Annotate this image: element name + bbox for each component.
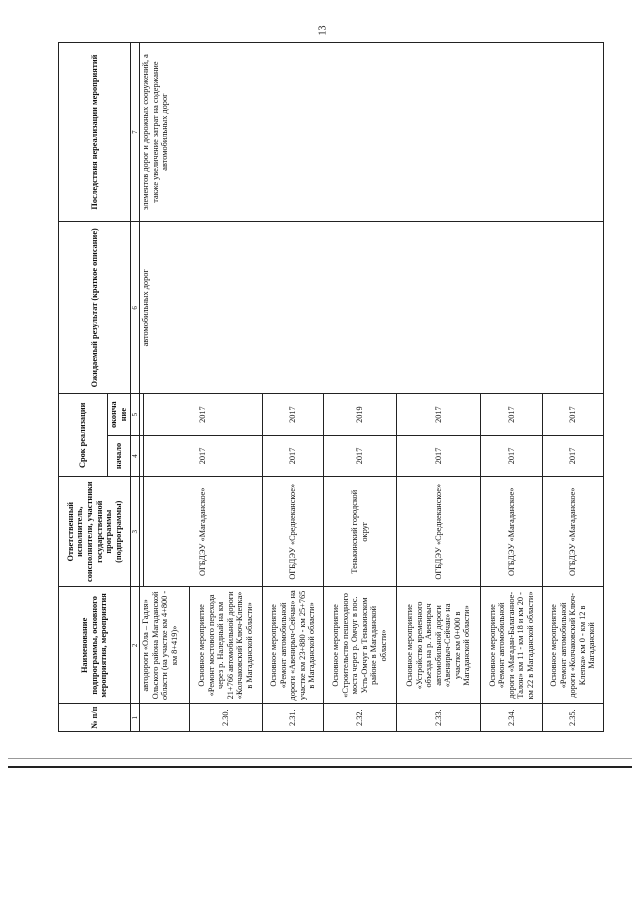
cell-num: 2.34.	[481, 704, 542, 732]
column-number: 3	[131, 477, 140, 587]
divider-line	[8, 758, 632, 759]
cell-num: 2.33.	[396, 704, 480, 732]
cell-responsible: ОГБДЭУ «Магаданское»	[542, 477, 603, 587]
cell-start: 2017	[396, 435, 480, 476]
cell-name: Основное мероприятие «Ремонт автомобильной дороги «Авенирыч-Сейчан» на участке км 23+880 - км 25+765 в Магаданской области»	[262, 587, 323, 704]
cell-responsible: ОГБДЭУ «Среднеканское»	[396, 477, 480, 587]
cell-end: 2017	[396, 394, 480, 435]
cell-start: 2017	[481, 435, 542, 476]
column-number: 2	[131, 587, 140, 704]
table-rotator	[58, 42, 604, 732]
cell-name: автодороги «Ола – Гадля» Ольского района Магаданской области (на участке км 4+800 - км 8+419)»	[140, 587, 190, 704]
cell-num: 2.30.	[189, 704, 262, 732]
cell-num: 2.32.	[323, 704, 396, 732]
cell-responsible: ОГБДЭУ «Магаданское»	[481, 477, 542, 587]
page-number: 13	[317, 25, 329, 36]
cell-start: 2017	[323, 435, 396, 476]
cell-name: Основное мероприятие «Ремонт автомобильной дороги «Магадан-Балаганное-Талон» км 11 - км 18 и км 20 - км 22 в Магаданской области»	[481, 587, 542, 704]
table-row-continuation	[140, 43, 144, 732]
column-number: 7	[131, 43, 140, 222]
cell-name: Основное мероприятие «Строительство пешеходного моста через р. Омчуг в пос. Усть-Омчуг в Тенькинском районе в Магаданской области»	[323, 587, 396, 704]
column-number: 6	[131, 222, 140, 394]
header-consequences: Последствия нереализации мероприятий	[59, 43, 131, 222]
header-period: Срок реализации	[59, 394, 108, 477]
header-responsible: Ответственный исполнитель, соисполнители, участники государственной программы (подпрограммы)	[59, 477, 131, 587]
header-num: № п/п	[59, 704, 131, 732]
column-number: 1	[131, 704, 140, 732]
column-number: 4	[131, 435, 140, 476]
cell-num	[140, 704, 190, 732]
header-start: начало	[108, 435, 131, 476]
header-name: Наименование подпрограммы, основного мероприятия, мероприятия	[59, 587, 131, 704]
cell-end: 2017	[262, 394, 323, 435]
divider-line-bold	[8, 766, 632, 768]
cell-end: 2017	[542, 394, 603, 435]
header-end: оконча ние	[108, 394, 131, 435]
header-result: Ожидаемый результат (краткое описание)	[59, 222, 131, 394]
cell-end: 2019	[323, 394, 396, 435]
activities-table	[58, 42, 604, 732]
cell-responsible: ОГБДЭУ «Среднеканское»	[262, 477, 323, 587]
cell-name: Основное мероприятие «Устройство временного объезда на р. Авенирыч автомобильной дороги «Авенирыч-Сейчан» на участке км 0+000 в Магаданской области»	[396, 587, 480, 704]
cell-end: 2017	[143, 394, 262, 435]
cell-num: 2.35.	[542, 704, 603, 732]
cell-end: 2017	[481, 394, 542, 435]
cell-start: 2017	[143, 435, 262, 476]
cell-start: 2017	[262, 435, 323, 476]
cell-start: 2017	[542, 435, 603, 476]
cell-consequences: элементов дорог и дорожных сооружений, а также увеличение затрат на содержание автомобильных дорог	[140, 43, 604, 222]
cell-name: Основное мероприятие «Ремонт автомобильной дороги «Колчаковский Ключ-Клепка» км 0 - км 12 в Магаданской	[542, 587, 603, 704]
cell-num: 2.31.	[262, 704, 323, 732]
cell-result: автомобильных дорог	[140, 222, 604, 394]
column-number: 5	[131, 394, 140, 435]
rotated-table-area	[58, 42, 604, 732]
cell-name: Основное мероприятие «Ремонт мостового перехода через р. Наледный на км 21+766 автомобильной дороги «Колчаковский Ключ-Клепка» в Магаданской области»	[189, 587, 262, 704]
cell-responsible: Тенькинский городской округ	[323, 477, 396, 587]
cell-responsible: ОГБДЭУ «Магаданское»	[143, 477, 262, 587]
